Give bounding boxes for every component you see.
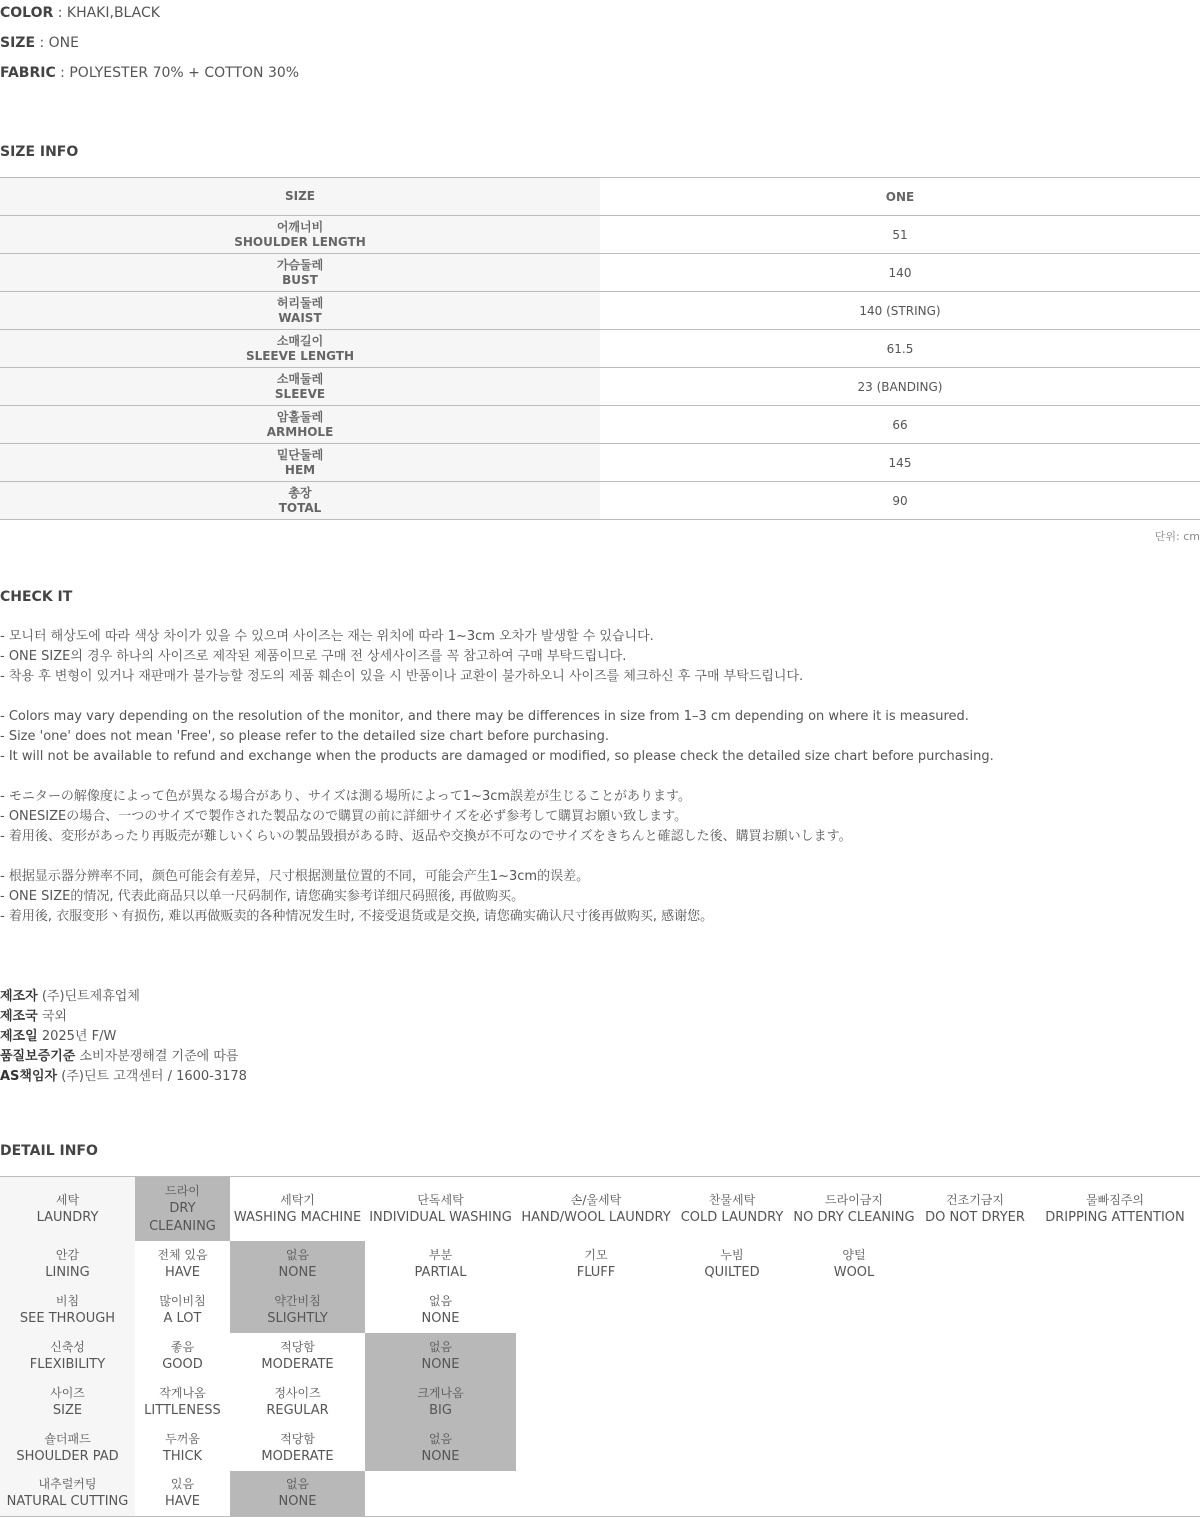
option-en: COLD LAUNDRY	[680, 1209, 784, 1225]
detail-empty-cell	[1030, 1471, 1200, 1517]
size-row-label	[0, 406, 600, 444]
detail-row-label	[0, 1333, 135, 1379]
detail-option	[788, 1241, 920, 1287]
option-ko: 없음	[428, 1293, 453, 1308]
option-en: NONE	[421, 1356, 460, 1372]
size-label-en: HEM	[284, 462, 316, 477]
option-en: FLUFF	[576, 1264, 616, 1280]
detail-empty-cell	[676, 1287, 788, 1333]
size-row-label	[0, 482, 600, 520]
option-ko: 정사이즈	[274, 1385, 321, 1400]
size-row-label	[0, 330, 600, 368]
detail-empty-cell	[516, 1333, 676, 1379]
detail-option	[230, 1241, 365, 1287]
check-line-en: - It will not be available to refund and exchange when the products are damaged or modified, so please check the detailed size chart before purchasing.	[0, 749, 994, 764]
detail-row-label	[0, 1425, 135, 1471]
option-en: REGULAR	[266, 1402, 329, 1418]
color-value: : KHAKI,BLACK	[53, 5, 160, 21]
option-en: PARTIAL	[414, 1264, 467, 1280]
manufacturer-label: 제조국	[0, 1009, 38, 1024]
detail-option	[135, 1287, 230, 1333]
detail-option	[230, 1471, 365, 1517]
manufacturer-value: (주)딘트제휴업체	[41, 989, 140, 1004]
size-row-label	[0, 444, 600, 482]
detail-label-en: LINING	[45, 1264, 90, 1280]
option-en: NONE	[421, 1310, 460, 1326]
check-line-ja: - モニターの解像度によって色が異なる場合があり、サイズは測る場所によって1~3cm誤差が生じることがあります。	[0, 789, 691, 804]
option-ko: 작게나옴	[159, 1385, 206, 1400]
size-row	[0, 368, 1200, 406]
option-en: WASHING MACHINE	[233, 1209, 362, 1225]
detail-empty-cell	[788, 1425, 920, 1471]
detail-label-ko: 숄더패드	[44, 1431, 91, 1446]
detail-empty-cell	[676, 1379, 788, 1425]
size-label-en: SLEEVE LENGTH	[245, 348, 355, 363]
option-en: THICK	[162, 1448, 203, 1464]
color-label: COLOR	[0, 5, 54, 21]
detail-label-en: SEE THROUGH	[19, 1310, 116, 1326]
detail-row	[0, 1379, 1200, 1425]
option-ko: 기모	[584, 1247, 608, 1262]
option-ko: 부분	[428, 1247, 453, 1262]
size-label-ko: 가슴둘레	[276, 257, 324, 272]
option-en: BIG	[429, 1402, 452, 1418]
manufacturer-line	[0, 1009, 67, 1025]
detail-row	[0, 1287, 1200, 1333]
detail-empty-cell	[788, 1471, 920, 1517]
option-ko: 없음	[428, 1431, 453, 1446]
detail-row-label	[0, 1287, 135, 1333]
size-label-ko: 암홀둘레	[276, 409, 324, 424]
option-en: HAND/WOOL LAUNDRY	[521, 1209, 671, 1225]
size-row	[0, 406, 1200, 444]
fabric-value: : POLYESTER 70% + COTTON 30%	[55, 65, 300, 81]
detail-empty-cell	[788, 1287, 920, 1333]
detail-label-en: SIZE	[52, 1402, 83, 1418]
detail-option	[135, 1379, 230, 1425]
manufacturer-label: 제조일	[0, 1029, 38, 1044]
check-line-en: - Size 'one' does not mean 'Free', so please refer to the detailed size chart before purchasing.	[0, 729, 610, 744]
option-ko: 있음	[170, 1477, 195, 1492]
detail-option	[788, 1177, 920, 1241]
detail-option	[230, 1177, 365, 1241]
option-en: LITTLENESS	[144, 1402, 221, 1418]
manufacturer-label: 품질보증기준	[0, 1049, 76, 1064]
option-ko: 크게나옴	[417, 1385, 464, 1400]
size-label-ko: 소매길이	[276, 333, 324, 348]
size-row-value: 140 (STRING)	[600, 292, 1200, 330]
detail-empty-cell	[516, 1471, 676, 1517]
manufacturer-label: 제조자	[0, 989, 38, 1004]
option-ko: 없음	[428, 1339, 453, 1354]
option-en: NONE	[421, 1448, 460, 1464]
detail-empty-cell	[1030, 1379, 1200, 1425]
detail-option	[230, 1333, 365, 1379]
detail-row-label	[0, 1177, 135, 1241]
manufacturer-value: 소비자분쟁해결 기준에 따름	[79, 1049, 239, 1064]
size-value: : ONE	[35, 35, 79, 51]
option-ko: 없음	[285, 1247, 310, 1262]
detail-label-ko: 안감	[55, 1247, 80, 1262]
detail-option	[135, 1471, 230, 1517]
size-row-label	[0, 216, 600, 254]
detail-option	[365, 1177, 516, 1241]
detail-empty-cell	[676, 1471, 788, 1517]
check-line-en: - Colors may vary depending on the resolution of the monitor, and there may be differences in size from 1–3 cm depending on where it is measured.	[0, 709, 969, 724]
detail-empty-cell	[1030, 1287, 1200, 1333]
size-label-en: TOTAL	[278, 500, 322, 515]
detail-empty-cell	[1030, 1241, 1200, 1287]
check-line-zh: - ONE SIZE的情况, 代表此商品只以单一尺码制作, 请您确实参考详细尺码照後, 再做购买。	[0, 889, 525, 904]
size-row-label	[0, 292, 600, 330]
option-en: DRIPPING ATTENTION	[1045, 1209, 1185, 1225]
detail-option	[365, 1333, 516, 1379]
fabric-label: FABRIC	[0, 65, 56, 81]
option-ko: 적당함	[280, 1431, 315, 1446]
size-table-header	[0, 178, 1200, 216]
size-label-en: WAIST	[278, 310, 322, 325]
option-en: HAVE	[165, 1264, 200, 1280]
size-row	[0, 254, 1200, 292]
option-ko: 손/울세탁	[570, 1192, 622, 1207]
detail-option	[230, 1425, 365, 1471]
detail-label-ko: 신축성	[50, 1339, 85, 1354]
detail-empty-cell	[920, 1287, 1030, 1333]
size-table	[0, 177, 1200, 520]
option-ko: 드라이	[165, 1183, 200, 1198]
detail-option	[135, 1241, 230, 1287]
option-en: GOOD	[162, 1356, 203, 1372]
detail-row	[0, 1333, 1200, 1379]
fabric-spec	[0, 65, 299, 81]
option-ko: 드라이금지	[825, 1192, 883, 1207]
detail-option	[365, 1287, 516, 1333]
detail-info-title: DETAIL INFO	[0, 1143, 98, 1159]
detail-empty-cell	[676, 1425, 788, 1471]
check-line-ja: - 着用後、変形があったり再販売が難しいくらいの製品毀損がある時、返品や交換が不可なのでサイズをきちんと確認した後、購買お願いします。	[0, 829, 852, 844]
detail-option	[230, 1287, 365, 1333]
size-info-title: SIZE INFO	[0, 144, 79, 160]
detail-option	[676, 1177, 788, 1241]
size-label-ko: 소매둘레	[276, 371, 324, 386]
detail-option	[365, 1379, 516, 1425]
size-label-en: ARMHOLE	[266, 424, 334, 439]
option-ko: 약간비침	[274, 1293, 321, 1308]
detail-option	[135, 1177, 230, 1241]
size-label-ko: 어깨너비	[276, 219, 324, 234]
check-line-ko: - ONE SIZE의 경우 하나의 사이즈로 제작된 제품이므로 구매 전 상세사이즈를 꼭 참고하여 구매 부탁드립니다.	[0, 649, 627, 664]
size-label-ko: 허리둘레	[276, 295, 324, 310]
detail-empty-cell	[1030, 1333, 1200, 1379]
detail-label-en: NATURAL CUTTING	[6, 1494, 129, 1510]
check-line-ja: - ONESIZEの場合、一つのサイズで製作された製品なので購買の前に詳細サイズを必ず参考して購買お願い致します。	[0, 809, 688, 824]
check-line-zh: - 根据显示器分辨率不同，颜色可能会有差异，尺寸根据测量位置的不同，可能会产生1~3cm的误差。	[0, 869, 590, 884]
option-en: WOOL	[833, 1264, 875, 1280]
detail-option	[516, 1177, 676, 1241]
detail-empty-cell	[920, 1241, 1030, 1287]
detail-empty-cell	[516, 1425, 676, 1471]
detail-empty-cell	[788, 1379, 920, 1425]
detail-empty-cell	[1030, 1425, 1200, 1471]
detail-empty-cell	[788, 1333, 920, 1379]
detail-option	[230, 1379, 365, 1425]
option-ko: 양털	[842, 1247, 866, 1262]
detail-option	[365, 1241, 516, 1287]
size-row-label	[0, 368, 600, 406]
detail-label-en: FLEXIBILITY	[29, 1356, 106, 1372]
size-row	[0, 216, 1200, 254]
detail-option	[1030, 1177, 1200, 1241]
option-en: HAVE	[165, 1494, 200, 1510]
option-ko: 많이비침	[159, 1293, 206, 1308]
manufacturer-value: 국외	[41, 1009, 67, 1024]
option-en: MODERATE	[261, 1356, 334, 1372]
check-line-ko: - 모니터 해상도에 따라 색상 차이가 있을 수 있으며 사이즈는 재는 위치에 따라 1~3cm 오차가 발생할 수 있습니다.	[0, 629, 654, 644]
size-label-en: SHOULDER LENGTH	[234, 234, 366, 249]
option-ko: 세탁기	[280, 1192, 315, 1207]
size-row	[0, 444, 1200, 482]
detail-label-ko: 내추럴커팅	[38, 1477, 97, 1492]
option-en: DO NOT DRYER	[925, 1209, 1025, 1225]
detail-row	[0, 1177, 1200, 1241]
unit-note: 단위: cm	[1154, 530, 1200, 543]
detail-option	[365, 1425, 516, 1471]
size-label-en: SLEEVE	[274, 386, 326, 401]
option-en: A LOT	[163, 1310, 202, 1326]
detail-option	[676, 1241, 788, 1287]
option-en: INDIVIDUAL WASHING	[369, 1209, 512, 1225]
detail-empty-cell	[920, 1379, 1030, 1425]
option-ko: 없음	[285, 1477, 310, 1492]
manufacturer-line	[0, 1029, 116, 1045]
option-en: NO DRY CLEANING	[793, 1209, 915, 1225]
option-en: QUILTED	[704, 1264, 760, 1280]
size-row	[0, 330, 1200, 368]
color-spec	[0, 5, 160, 21]
size-label-en: BUST	[282, 272, 318, 287]
detail-empty-cell	[516, 1379, 676, 1425]
detail-row-label	[0, 1379, 135, 1425]
option-en: MODERATE	[261, 1448, 334, 1464]
size-row-value: 90	[600, 482, 1200, 520]
option-ko: 전체 있음	[157, 1247, 208, 1262]
detail-label-ko: 세탁	[55, 1192, 80, 1207]
detail-empty-cell	[365, 1471, 516, 1517]
manufacturer-label: AS책임자	[0, 1069, 58, 1084]
option-ko: 두꺼움	[165, 1431, 200, 1446]
detail-row	[0, 1471, 1200, 1517]
check-line-ko: - 착용 후 변형이 있거나 재판매가 불가능할 정도의 제품 훼손이 있을 시 반품이나 교환이 불가하오니 사이즈를 체크하신 후 구매 부탁드립니다.	[0, 669, 804, 684]
check-line-zh: - 着用後, 衣服变形丶有损伤, 难以再做贩卖的各种情况发生时, 不接受退货或是交换, 请您确实确认尺寸後再做购买, 感谢您。	[0, 909, 714, 924]
detail-option	[920, 1177, 1030, 1241]
size-row-value: 140	[600, 254, 1200, 292]
size-row-value: 61.5	[600, 330, 1200, 368]
manufacturer-line	[0, 989, 140, 1005]
detail-table	[0, 1176, 1200, 1517]
size-header-label: SIZE	[0, 178, 600, 216]
detail-option	[135, 1333, 230, 1379]
option-en: NONE	[278, 1264, 317, 1280]
size-label: SIZE	[0, 35, 36, 51]
detail-option	[516, 1241, 676, 1287]
detail-label-en: SHOULDER PAD	[16, 1448, 119, 1464]
option-ko: 찬물세탁	[708, 1192, 756, 1207]
option-en: DRY CLEANING	[149, 1200, 216, 1234]
manufacturer-value: (주)딘트 고객센터 / 1600-3178	[61, 1069, 247, 1084]
detail-label-ko: 비침	[55, 1293, 80, 1308]
size-row	[0, 482, 1200, 520]
detail-row-label	[0, 1241, 135, 1287]
size-label-ko: 밑단둘레	[276, 447, 324, 462]
detail-empty-cell	[920, 1471, 1030, 1517]
option-ko: 누빔	[720, 1247, 744, 1262]
option-ko: 물빠짐주의	[1086, 1192, 1144, 1207]
size-row-value: 51	[600, 216, 1200, 254]
option-en: SLIGHTLY	[267, 1310, 328, 1326]
detail-row	[0, 1425, 1200, 1471]
option-en: NONE	[278, 1494, 317, 1510]
detail-label-en: LAUNDRY	[36, 1209, 99, 1225]
detail-empty-cell	[920, 1425, 1030, 1471]
size-row-value: 145	[600, 444, 1200, 482]
detail-label-ko: 사이즈	[50, 1385, 85, 1400]
size-row-value: 66	[600, 406, 1200, 444]
option-ko: 적당함	[280, 1339, 315, 1354]
check-it-title: CHECK IT	[0, 589, 73, 605]
manufacturer-value: 2025년 F/W	[41, 1029, 117, 1044]
detail-row	[0, 1241, 1200, 1287]
size-spec	[0, 35, 79, 51]
option-ko: 좋음	[170, 1339, 195, 1354]
detail-option	[135, 1425, 230, 1471]
size-row	[0, 292, 1200, 330]
option-ko: 단독세탁	[417, 1192, 464, 1207]
size-row-label	[0, 254, 600, 292]
detail-row-label	[0, 1471, 135, 1517]
manufacturer-line	[0, 1049, 238, 1065]
detail-empty-cell	[920, 1333, 1030, 1379]
detail-empty-cell	[676, 1333, 788, 1379]
manufacturer-line	[0, 1069, 247, 1085]
size-row-value: 23 (BANDING)	[600, 368, 1200, 406]
size-label-ko: 총장	[288, 485, 312, 500]
detail-empty-cell	[516, 1287, 676, 1333]
option-ko: 건조기금지	[946, 1192, 1004, 1207]
size-header-value: ONE	[600, 178, 1200, 216]
